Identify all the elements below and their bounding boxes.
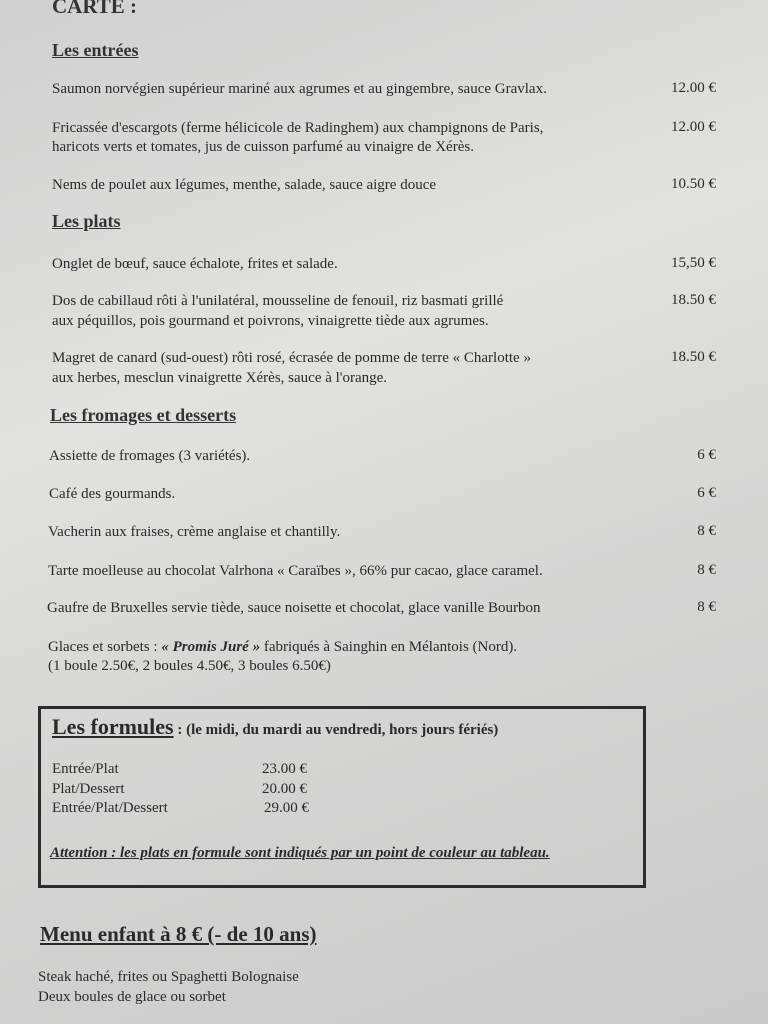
glaces-note <box>48 638 517 657</box>
menu-enfant-line: Deux boules de glace ou sorbet <box>38 989 226 1005</box>
formules-heading: Les formules <box>52 714 174 739</box>
menu-item-description-line2: aux herbes, mesclun vinaigrette Xérès, sauce à l'orange. <box>52 370 388 386</box>
menu-item-price: 12.00 € <box>671 119 716 135</box>
menu-item-description: Fricassée d'escargots (ferme hélicicole de Radinghem) aux champignons de Paris, <box>52 120 544 136</box>
glaces-suffix: fabriqués à Sainghin en Mélantois (Nord). <box>260 639 518 655</box>
formule-name: Plat/Dessert <box>52 781 125 797</box>
menu-item-price: 10.50 € <box>671 176 716 192</box>
formules-attention: Attention : les plats en formule sont indiqués par un point de couleur au tableau. <box>50 845 550 861</box>
formule-price: 23.00 € <box>262 761 307 777</box>
formule-price: 20.00 € <box>262 781 307 797</box>
menu-item-description: Vacherin aux fraises, crème anglaise et chantilly. <box>48 524 341 540</box>
menu-item-price: 8 € <box>697 562 716 578</box>
glaces-brand: « Promis Juré » <box>161 639 261 655</box>
menu-item-price: 15,50 € <box>671 255 716 271</box>
menu-item-description: Saumon norvégien supérieur mariné aux agrumes et au gingembre, sauce Gravlax. <box>52 81 547 97</box>
menu-item-description: Nems de poulet aux légumes, menthe, salade, sauce aigre douce <box>52 177 437 193</box>
menu-item-description: Café des gourmands. <box>49 486 176 502</box>
section-heading-plats: Les plats <box>52 211 121 231</box>
menu-title: CARTE : <box>52 0 138 18</box>
formule-name: Entrée/Plat/Dessert <box>52 800 168 816</box>
menu-item-price: 6 € <box>697 447 716 463</box>
formule-price: 29.00 € <box>264 800 309 816</box>
menu-item-description: Tarte moelleuse au chocolat Valrhona « Caraïbes », 66% pur cacao, glace caramel. <box>48 563 543 579</box>
menu-item-price: 8 € <box>697 523 716 539</box>
menu-item-price: 6 € <box>697 485 716 501</box>
menu-item-price: 12.00 € <box>671 80 716 96</box>
glaces-prefix: Glaces et sorbets : <box>48 639 162 655</box>
menu-enfant-line: Steak haché, frites ou Spaghetti Bolognaise <box>38 969 299 985</box>
menu-item-price: 8 € <box>697 599 716 615</box>
menu-item-description-line2: haricots verts et tomates, jus de cuisson parfumé au vinaigre de Xérès. <box>52 139 474 155</box>
menu-item-description: Assiette de fromages (3 variétés). <box>49 448 251 464</box>
menu-item-price: 18.50 € <box>671 349 716 365</box>
glaces-prices: (1 boule 2.50€, 2 boules 4.50€, 3 boules 6.50€) <box>48 658 331 674</box>
section-heading-desserts: Les fromages et desserts <box>50 405 237 425</box>
menu-item-description: Gaufre de Bruxelles servie tiède, sauce noisette et chocolat, glace vanille Bourbon <box>47 600 541 616</box>
menu-item-price: 18.50 € <box>671 292 716 308</box>
formules-header <box>52 714 498 740</box>
menu-item-description: Magret de canard (sud-ouest) rôti rosé, écrasée de pomme de terre « Charlotte » <box>52 350 531 366</box>
menu-item-description-line2: aux péquillos, pois gourmand et poivrons, vinaigrette tiède aux agrumes. <box>52 313 489 329</box>
section-heading-entrees: Les entrées <box>52 40 139 60</box>
menu-item-description: Dos de cabillaud rôti à l'unilatéral, mousseline de fenouil, riz basmati grillé <box>52 293 504 309</box>
menu-item-description: Onglet de bœuf, sauce échalote, frites et salade. <box>52 256 338 272</box>
formule-name: Entrée/Plat <box>52 761 119 777</box>
formules-conditions: : (le midi, du mardi au vendredi, hors jours fériés) <box>173 722 499 738</box>
menu-enfant-heading: Menu enfant à 8 € (- de 10 ans) <box>40 922 317 946</box>
